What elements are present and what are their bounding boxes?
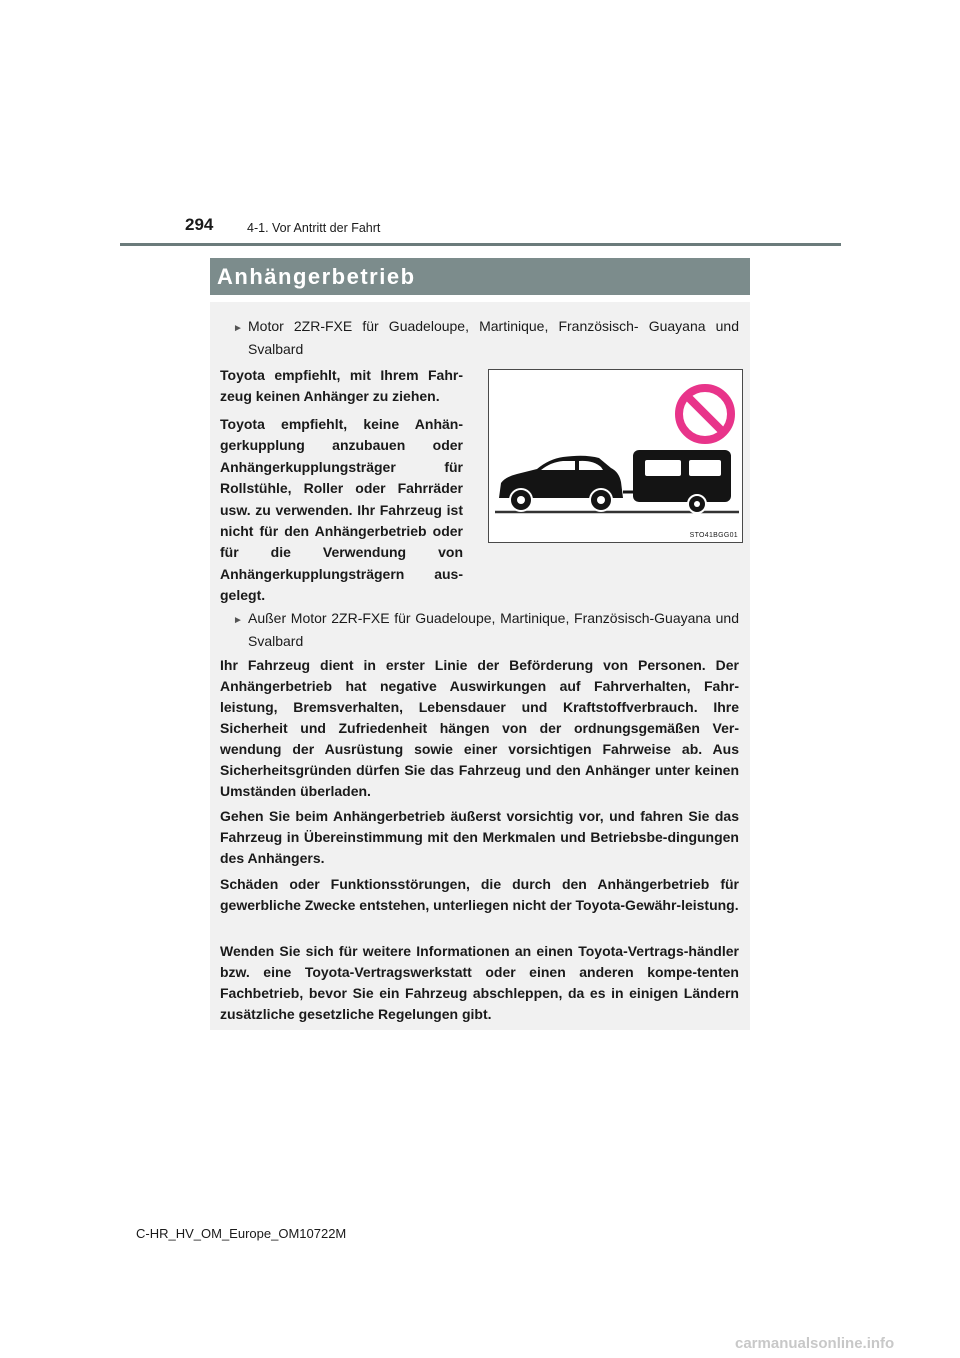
bullet-triangle-icon: ► bbox=[233, 323, 243, 334]
paragraph-recommendation: Toyota empfiehlt, mit Ihrem Fahr-zeug keinen Anhänger zu ziehen. bbox=[220, 367, 463, 404]
no-towing-icon bbox=[489, 370, 744, 544]
page-number: 294 bbox=[185, 215, 214, 234]
page-title: Anhängerbetrieb bbox=[210, 258, 750, 295]
paragraph-caution: Gehen Sie beim Anhängerbetrieb äußerst vorsichtig vor, und fahren Sie das Fahrzeug in Übereinstimmung mit den Merkmalen und Betriebsbe-dingungen des Anhängers. bbox=[220, 808, 739, 866]
bullet-triangle-icon: ► bbox=[233, 615, 243, 626]
document-code: C-HR_HV_OM_Europe_OM10722M bbox=[136, 1226, 347, 1241]
prohibition-slash bbox=[687, 396, 723, 432]
header-rule bbox=[120, 243, 841, 246]
bullet-except-engine: ► Außer Motor 2ZR-FXE für Guadeloupe, Martinique, Französisch-Guayana und Svalbard bbox=[233, 610, 739, 649]
paragraph-warranty: Schäden oder Funktionsstörungen, die durch den Anhängerbetrieb für gewerbliche Zwecke entstehen, unterliegen nicht der Toyota-Gewähr-leistung. bbox=[220, 876, 739, 913]
towing-figure bbox=[488, 369, 743, 543]
watermark: carmanualsonline.info bbox=[735, 1335, 895, 1352]
bullet-engine-2zr-fxe: ► Motor 2ZR-FXE für Guadeloupe, Martinique, Französisch- Guayana und Svalbard bbox=[233, 318, 739, 357]
paragraph-dealer-info: Wenden Sie sich für weitere Informationen an einen Toyota-Vertrags-händler bzw. eine Toyota-Vertragswerkstatt oder einen anderen kompe-tenten Fachbetrieb, bevor Sie ein Fahrzeug abschleppen, da es in einigen Ländern zusätzliche gesetzliche Regelungen gibt. bbox=[220, 943, 739, 1022]
figure-code: STO41BGG01 bbox=[689, 532, 738, 539]
section-header: 4-1. Vor Antritt der Fahrt bbox=[247, 221, 381, 235]
paragraph-vehicle-purpose: Ihr Fahrzeug dient in erster Linie der Beförderung von Personen. Der Anhängerbetrieb hat negative Auswirkungen auf Fahrverhalten, Fahr-leistung, Bremsverhalten, Lebensdauer und Kraftstoffverbrauch. Ihre Sicherheit und Zufriedenheit hängen von der ordnungsgemäßen Ver-wendung der Ausrüstung sowie einer vorsichtigen Fahrweise ab. Aus Sicherheitsgründen dürfen Sie das Fahrzeug und den Anhänger unter keinen Umständen überladen. bbox=[220, 657, 739, 799]
paragraph-hitch-warning: Toyota empfiehlt, keine Anhän-gerkupplung anzubauen oder Anhängerkupplungsträger für Rollstühle, Roller oder Fahrräder usw. zu verwenden. Ihr Fahrzeug ist nicht für den Anhängerbetrieb oder für die Verwendung von Anhängerkupplungsträgern aus-gelegt. bbox=[220, 416, 463, 604]
